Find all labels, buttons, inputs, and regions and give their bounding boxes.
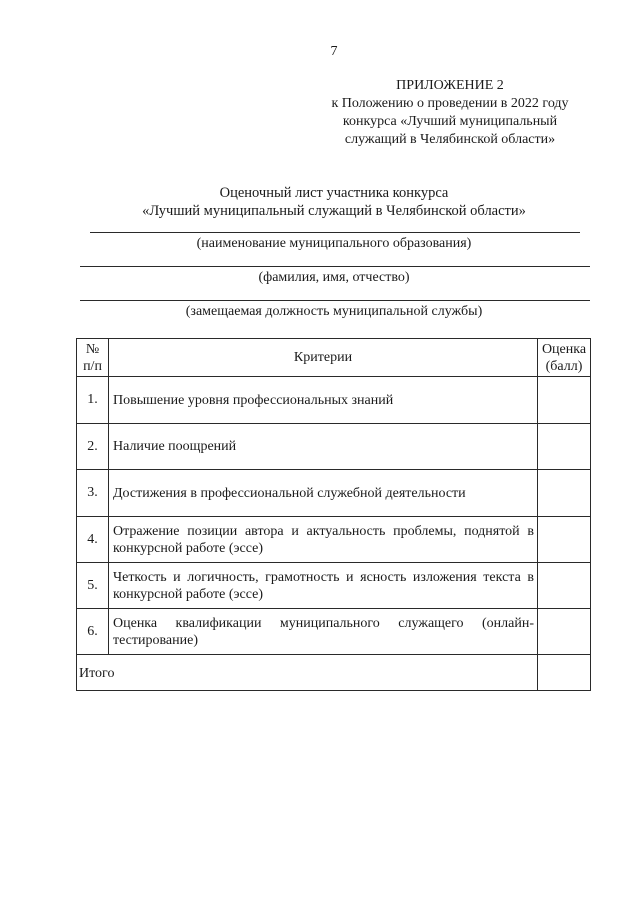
- appendix-line: служащий в Челябинской области»: [344, 132, 556, 147]
- table-row: [77, 517, 591, 563]
- criterion-text: Оценка квалификации муниципального служащего (онлайн-тестирование): [109, 609, 538, 655]
- row-number: 4.: [77, 517, 109, 563]
- table-row: [77, 609, 591, 655]
- score-cell[interactable]: [538, 609, 591, 655]
- criterion-text: Четкость и логичность, грамотность и ясность изложения текста в конкурсной работе (эссе): [109, 563, 538, 609]
- row-number: 3.: [77, 470, 109, 517]
- header-num-symbol: №: [85, 341, 100, 357]
- table-row: [77, 424, 591, 470]
- row-number: 2.: [77, 424, 109, 470]
- evaluation-table: [76, 338, 591, 691]
- row-number: 6.: [77, 609, 109, 655]
- appendix-heading: ПРИЛОЖЕНИЕ 2: [396, 78, 504, 93]
- total-score-cell[interactable]: [538, 655, 591, 691]
- table-header-row: [77, 339, 591, 377]
- position-caption: (замещаемая должность муниципальной службы): [185, 304, 483, 319]
- header-score-unit: (балл): [545, 358, 583, 374]
- score-cell[interactable]: [538, 377, 591, 424]
- form-title: Оценочный лист участника конкурса: [219, 185, 449, 201]
- criterion-text: Повышение уровня профессиональных знаний: [109, 377, 538, 424]
- table-row: [77, 563, 591, 609]
- header-score-label: Оценка: [541, 341, 587, 357]
- full-name-caption: (фамилия, имя, отчество): [258, 270, 410, 285]
- score-cell[interactable]: [538, 517, 591, 563]
- header-num: [77, 339, 109, 377]
- criterion-text: Отражение позиции автора и актуальность проблемы, поднятой в конкурсной работе (эссе): [109, 517, 538, 563]
- appendix-line: к Положению о проведении в 2022 году: [331, 96, 569, 111]
- appendix-line: конкурса «Лучший муниципальный: [342, 114, 558, 129]
- position-line[interactable]: [80, 300, 590, 301]
- score-cell[interactable]: [538, 563, 591, 609]
- total-row: [77, 655, 591, 691]
- score-cell[interactable]: [538, 470, 591, 517]
- header-criteria: Критерии: [109, 339, 538, 377]
- header-score: [538, 339, 591, 377]
- municipality-line[interactable]: [90, 232, 580, 233]
- full-name-line[interactable]: [80, 266, 590, 267]
- score-cell[interactable]: [538, 424, 591, 470]
- criterion-text: Достижения в профессиональной служебной деятельности: [109, 470, 538, 517]
- page-number: 7: [330, 44, 338, 59]
- row-number: 5.: [77, 563, 109, 609]
- table-row: [77, 377, 591, 424]
- municipality-caption: (наименование муниципального образования): [196, 236, 472, 251]
- row-number: 1.: [77, 377, 109, 424]
- criterion-text: Наличие поощрений: [109, 424, 538, 470]
- header-num-label: п/п: [83, 358, 102, 374]
- total-label: Итого: [77, 655, 538, 691]
- table-row: [77, 470, 591, 517]
- form-title: «Лучший муниципальный служащий в Челябинской области»: [142, 203, 526, 219]
